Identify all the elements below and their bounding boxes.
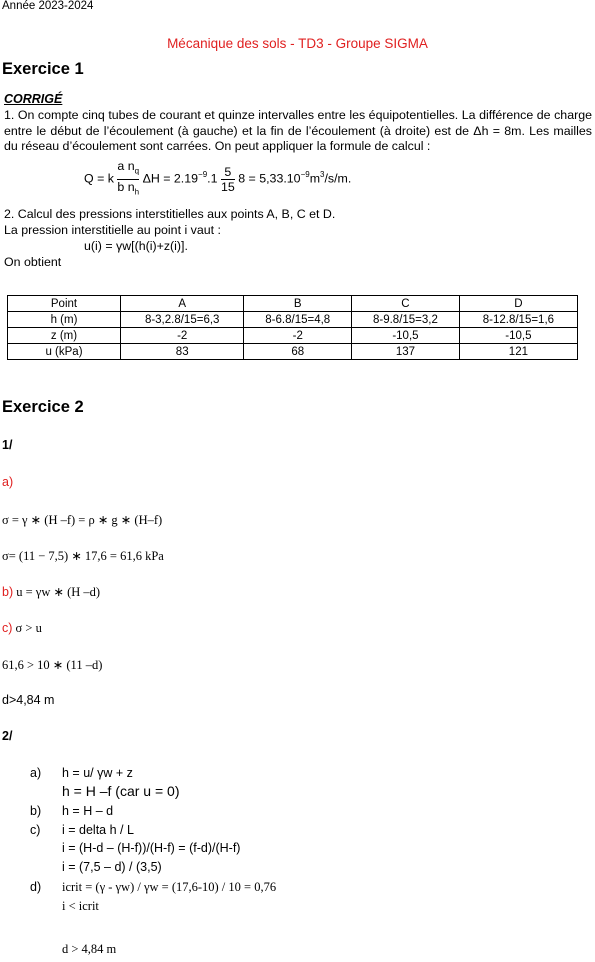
list-item-label: d)	[30, 880, 42, 894]
formula-exp1: −9	[198, 170, 208, 180]
paragraph-on-obtient: On obtient	[4, 254, 62, 269]
exercise-1-title: Exercice 1	[2, 60, 84, 78]
formula-unit: m	[309, 171, 321, 186]
list-item-text: h = u/ γw + z	[62, 766, 133, 780]
list-item-text: i = delta h / L	[62, 823, 134, 837]
part-c-line	[2, 621, 42, 636]
table-cell: 137	[352, 344, 460, 360]
frac2-den: 15	[220, 179, 235, 194]
formula-exp2: −9	[300, 170, 310, 180]
table-cell: 68	[244, 344, 352, 360]
table-cell: -2	[244, 328, 352, 344]
formula-q: Q = k	[84, 171, 114, 186]
pore-pressure-formula: u(i) = γw[(h(i)+z(i)].	[84, 238, 188, 253]
list-item-label: b)	[30, 804, 42, 818]
table-cell: 8-12.8/15=1,6	[459, 312, 577, 328]
formula-end: 8 = 5,33.10	[238, 171, 301, 186]
frac-num: a n	[117, 159, 135, 174]
frac-num-sub: q	[134, 166, 140, 176]
table-header-cell: C	[352, 296, 460, 312]
part-c-formula: σ > u	[12, 621, 42, 635]
paragraph-flow-net: 1. On compte cinq tubes de courant et quinze intervalles entre les équipotentielles. La différence de charge entre le début de l’écoulement (à gauche) et la fin de l’écoulement (à droite) est de Δh = 8m. Les mailles du réseau d’écoulement sont carrées. On peut appliquer la formule de calcul :	[4, 107, 592, 154]
formula-unit-exp: 3	[320, 170, 325, 180]
list-item-text: i = (7,5 – d) / (3,5)	[62, 860, 162, 874]
part-b-formula: u = γw ∗ (H –d)	[13, 585, 101, 599]
table-cell: h (m)	[8, 312, 121, 328]
list-item-label: c)	[30, 823, 41, 837]
question-1-label: 1/	[2, 438, 13, 452]
table-header-cell: B	[244, 296, 352, 312]
frac-den-sub: h	[134, 187, 140, 197]
table-header-cell: A	[121, 296, 244, 312]
table-cell: 8-3,2.8/15=6,3	[121, 312, 244, 328]
paragraph-pressure-def: La pression interstitielle au point i vaut :	[4, 222, 221, 237]
table-cell: 8-6.8/15=4,8	[244, 312, 352, 328]
list-item-text: i < icrit	[62, 899, 99, 913]
list-item-text: i = (H-d – (H-f))/(H-f) = (f-d)/(H-f)	[62, 841, 241, 855]
part-c-label: c)	[2, 621, 13, 635]
list-item-text: icrit = (γ - γw) / γw = (17,6-10) / 10 = 0,76	[62, 880, 277, 894]
fraction-nq-nh	[117, 159, 139, 199]
table-cell: -2	[121, 328, 244, 344]
part-c-result: d>4,84 m	[2, 693, 55, 707]
list-item-text: h = H – d	[62, 804, 114, 818]
part-a-label: a)	[2, 475, 14, 489]
part-c-inequality: 61,6 > 10 ∗ (11 –d)	[2, 658, 103, 672]
flow-rate-formula	[84, 159, 592, 207]
table-header-row	[8, 296, 578, 312]
list-item-label: a)	[30, 766, 42, 780]
list-item-text: h = H –f (car u = 0)	[62, 783, 180, 799]
exercise-1-scanned-correction	[4, 92, 592, 270]
table-cell: 83	[121, 344, 244, 360]
table-cell: u (kPa)	[8, 344, 121, 360]
part-b-label: b)	[2, 585, 14, 599]
fraction-5-15	[221, 165, 235, 194]
stress-formula: σ = γ ∗ (H –f) = ρ ∗ g ∗ (H–f)	[2, 513, 163, 527]
corrige-heading: CORRIGÉ	[4, 92, 63, 106]
document-header: Mécanique des sols - TD3 - Groupe SIGMA	[167, 36, 428, 51]
question-2-label: 2/	[2, 729, 13, 743]
table-cell: z (m)	[8, 328, 121, 344]
table-cell: -10,5	[459, 328, 577, 344]
exercise-2-title: Exercice 2	[2, 398, 84, 416]
document-year: Année 2023-2024	[2, 0, 94, 12]
table-header-cell: Point	[8, 296, 121, 312]
table-header-cell: D	[459, 296, 577, 312]
formula-mid: ΔH = 2.19	[142, 171, 199, 186]
frac-den: b n	[117, 179, 135, 194]
formula-mid2: .1	[207, 171, 218, 186]
question-2-answers	[30, 766, 570, 956]
part-b-line	[2, 584, 100, 600]
table-row	[8, 328, 578, 344]
table-cell: -10,5	[352, 328, 460, 344]
frac2-num: 5	[221, 165, 235, 180]
pore-pressure-table	[7, 295, 578, 360]
stress-result: σ= (11 − 7,5) ∗ 17,6 = 61,6 kPa	[2, 549, 164, 563]
table-row	[8, 312, 578, 328]
formula-unit-end: /s/m.	[324, 171, 352, 186]
table-row	[8, 344, 578, 360]
list-item-text: d > 4,84 m	[62, 942, 117, 956]
paragraph-pore-pressure: 2. Calcul des pressions interstitielles aux points A, B, C et D.	[4, 207, 336, 222]
table-cell: 121	[459, 344, 577, 360]
table-cell: 8-9.8/15=3,2	[352, 312, 460, 328]
